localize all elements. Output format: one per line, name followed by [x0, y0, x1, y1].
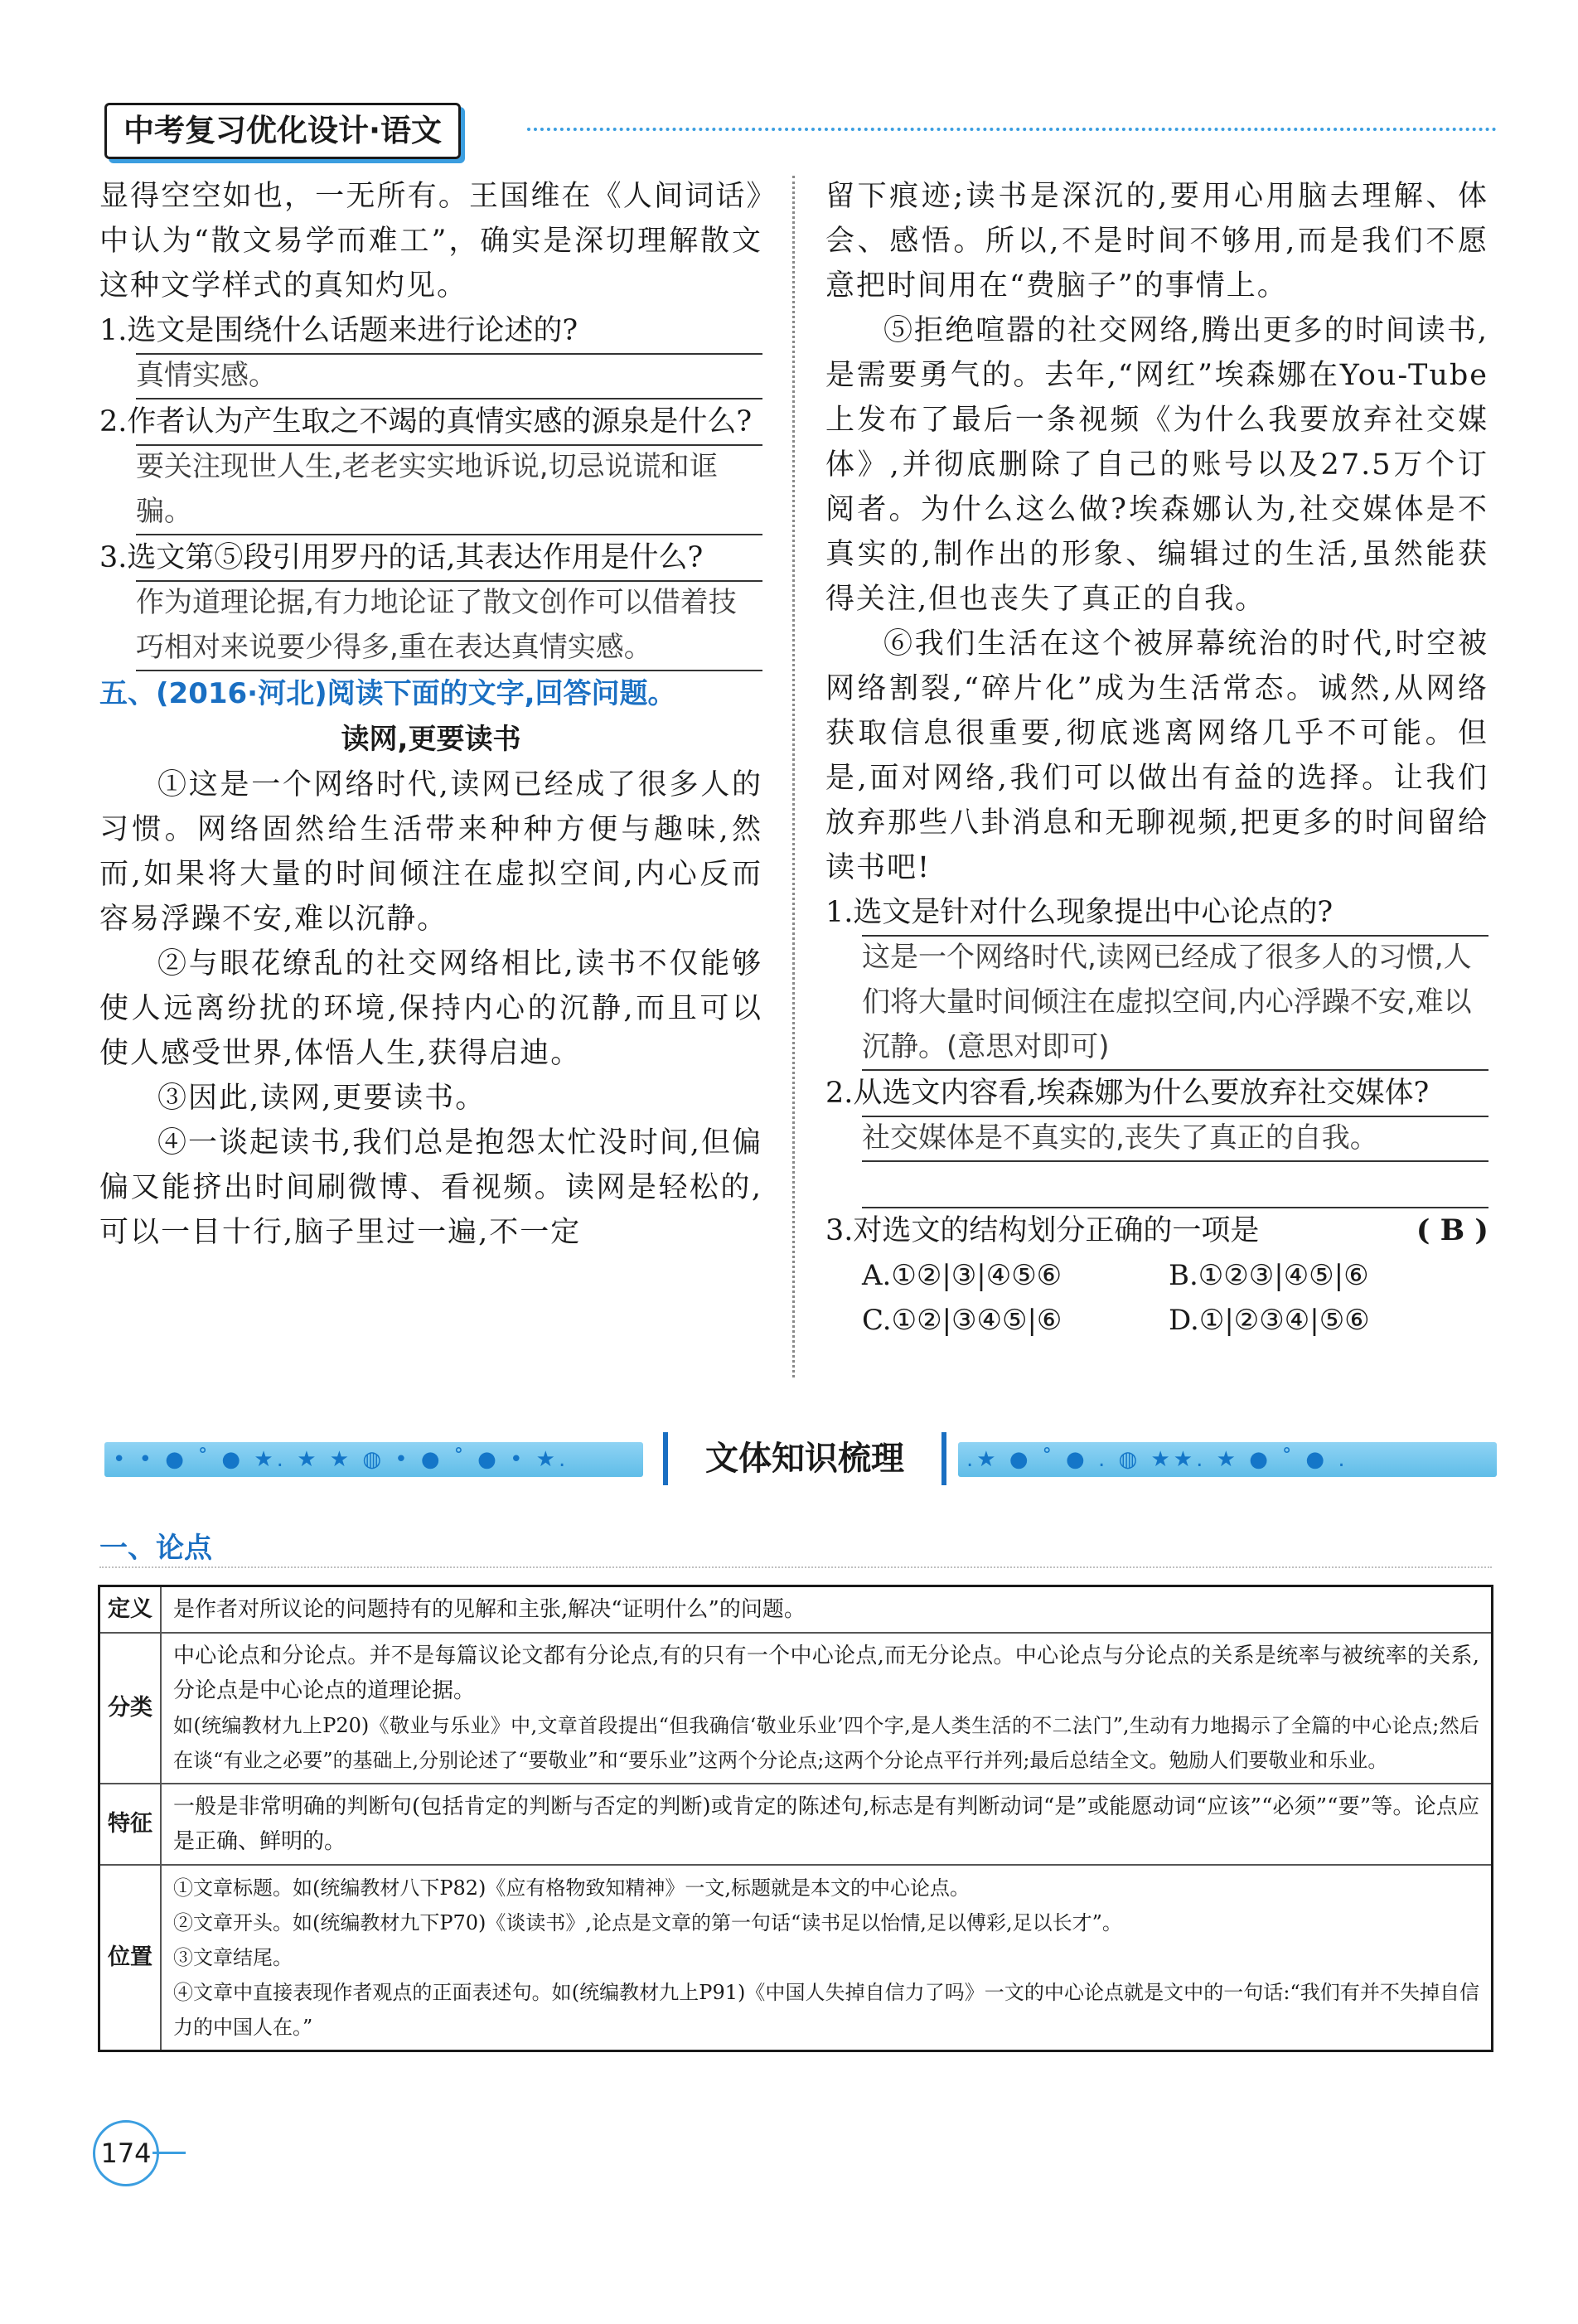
- right-q3: [825, 1208, 1488, 1253]
- features-line-1: 一般是非常明确的判断句(包括肯定的判断与否定的判断)或肯定的陈述句,标志是有判断动词“是”或能愿动词“应该”“必须”“要”等。论点应是正确、鲜明的。: [173, 1794, 1479, 1854]
- classification-line-2: 如(统编教材九上P20)《敬业与乐业》中,文章首段提出“但我确信‘敬业乐业’四个字,是人类生活的不二法门”,生动有力地揭示了全篇的中心论点;然后在谈“有业之必要”的基础上,分别论述了“要敬业”和“要乐业”这两个分论点;这两个分论点平行并列;最后总结全文。勉励人们要敬业和乐业。: [173, 1714, 1479, 1772]
- right-a1-text: 这是一个网络时代,读网已经成了很多人的习惯,人们将大量时间倾注在虚拟空间,内心浮躁不安,难以沉静。(意思对即可): [862, 935, 1488, 1071]
- header-dotted-rule: [527, 128, 1497, 131]
- row-body-position: [161, 1865, 1493, 2051]
- row-body-features: [161, 1784, 1493, 1865]
- option-a: A.①②|③|④⑤⑥: [862, 1259, 1062, 1292]
- left-a2-text: 要关注现世人生,老老实实地诉说,切忌说谎和诓骗。: [136, 444, 762, 535]
- option-b: B.①②③|④⑤|⑥: [1169, 1259, 1369, 1292]
- article-title: 读网,更要读书: [341, 723, 521, 756]
- page-number-rule: [152, 2152, 186, 2154]
- definition-line-1: 是作者对所议论的问题持有的见解和主张,解决“证明什么”的问题。: [173, 1597, 806, 1622]
- row-key-definition: 定义: [99, 1586, 162, 1634]
- left-a1-text: 真情实感。: [136, 353, 762, 399]
- answer-blank-line: [862, 1162, 1488, 1208]
- left-a3: [136, 580, 762, 671]
- option-c: C.①②|③④⑤|⑥: [862, 1304, 1062, 1337]
- paragraph-2: ②与眼花缭乱的社交网络相比,读书不仅能够使人远离纷扰的环境,保持内心的沉静,而且可以使人感受世界,体悟人生,获得启迪。: [99, 947, 762, 1070]
- section-banner: [104, 1432, 1497, 1485]
- position-line-3: ③文章结尾。: [173, 1946, 293, 1969]
- position-line-4: ④文章中直接表现作者观点的正面表述句。如(统编教材九上P91)《中国人失掉自信力了吗》一文的中心论点就是文中的一句话:“我们有并不失掉自信力的中国人在。”: [173, 1981, 1479, 2039]
- banner-right-decoration: [958, 1442, 1497, 1477]
- right-q3-text: 3.对选文的结构划分正确的一项是: [825, 1214, 1260, 1247]
- book-title: 中考复习优化设计·语文: [104, 103, 461, 159]
- table-row-classification: [99, 1633, 1493, 1784]
- table-row-position: [99, 1865, 1493, 2051]
- position-line-2: ②文章开头。如(统编教材九下P70)《谈读书》,论点是文章的第一句话“读书足以怡情,足以傅彩,足以长才”。: [173, 1911, 1122, 1934]
- paragraph-4: ④一谈起读书,我们总是抱怨太忙没时间,但偏偏又能挤出时间刷微博、看视频。读网是轻松的,可以一目十行,脑子里过一遍,不一定: [99, 1126, 762, 1249]
- left-q3: 3.选文第⑤段引用罗丹的话,其表达作用是什么?: [99, 541, 704, 574]
- right-a2-text: 社交媒体是不真实的,丧失了真正的自我。: [862, 1116, 1488, 1162]
- left-column: [99, 174, 762, 1255]
- section-lundian-rule: [99, 1566, 1492, 1568]
- table-row-features: [99, 1784, 1493, 1865]
- banner-title: 文体知识梳理: [663, 1432, 946, 1485]
- left-q1: 1.选文是围绕什么话题来进行论述的?: [99, 314, 578, 347]
- paragraph-5: ⑤拒绝喧嚣的社交网络,腾出更多的时间读书,是需要勇气的。去年,“网红”埃森娜在You-Tube上发布了最后一条视频《为什么我要放弃社交媒体》,并彻底删除了自己的账号以及27.5万个订阅者。为什么这么做?埃森娜认为,社交媒体是不真实的,制作出的形象、编辑过的生活,虽然能获得关注,但也丧失了真正的自我。: [825, 314, 1488, 616]
- row-key-position: 位置: [99, 1865, 162, 2051]
- options-row-1: [862, 1253, 1488, 1298]
- paragraph-1: ①这是一个网络时代,读网已经成了很多人的习惯。网络固然给生活带来种种方便与趣味,然而,如果将大量的时间倾注在虚拟空间,内心反而容易浮躁不安,难以沉静。: [99, 768, 762, 936]
- banner-right-stars-icon: .★ ● ˚ ● . ◍ ★★. ★ ● ˚ ● .: [966, 1447, 1348, 1472]
- position-line-1: ①文章标题。如(统编教材八下P82)《应有格物致知精神》一文,标题就是本文的中心论点。: [173, 1876, 971, 1900]
- left-a1: [136, 353, 762, 399]
- right-a1: [862, 935, 1488, 1071]
- banner-left-stars-icon: • • ● ˚ ● ★. ★ ★ ◍ • ● ˚ ● • ★.: [113, 1447, 569, 1472]
- left-q2: 2.作者认为产生取之不竭的真情实感的源泉是什么?: [99, 405, 753, 438]
- row-body-definition: [161, 1586, 1493, 1634]
- option-d: D.①|②③④|⑤⑥: [1169, 1304, 1370, 1337]
- classification-line-1: 中心论点和分论点。并不是每篇议论文都有分论点,有的只有一个中心论点,而无分论点。中心论点与分论点的关系是统率与被统率的关系,分论点是中心论点的道理论据。: [173, 1644, 1479, 1703]
- table-row-definition: [99, 1586, 1493, 1634]
- right-a2: [862, 1116, 1488, 1162]
- page-header: [104, 103, 1497, 161]
- banner-left-decoration: [104, 1442, 643, 1477]
- row-body-classification: [161, 1633, 1493, 1784]
- section-5-heading: 五、(2016·河北)阅读下面的文字,回答问题。: [99, 677, 676, 710]
- paragraph-3: ③因此,读网,更要读书。: [157, 1082, 486, 1115]
- left-a2: [136, 444, 762, 535]
- right-q3-answer: ( B ): [1416, 1213, 1488, 1247]
- right-q1: 1.选文是针对什么现象提出中心论点的?: [825, 896, 1334, 929]
- column-divider: [792, 176, 795, 1377]
- page-number: 174: [93, 2120, 159, 2186]
- right-q2: 2.从选文内容看,埃森娜为什么要放弃社交媒体?: [825, 1077, 1430, 1110]
- left-a3-text: 作为道理论据,有力地论证了散文创作可以借着技巧相对来说要少得多,重在表达真情实感。: [136, 580, 762, 671]
- argument-definition-table: [98, 1585, 1493, 2052]
- row-key-features: 特征: [99, 1784, 162, 1865]
- right-column: [825, 174, 1488, 1343]
- section-lundian-heading: 一、论点: [99, 1532, 212, 1565]
- intro-text: 显得空空如也，一无所有。王国维在《人间词话》中认为“散文易学而难工”，确实是深切理解散文这种文学样式的真知灼见。: [99, 180, 762, 303]
- paragraph-4-continued: 留下痕迹;读书是深沉的,要用心用脑去理解、体会、感悟。所以,不是时间不够用,而是我们不愿意把时间用在“费脑子”的事情上。: [825, 180, 1488, 303]
- row-key-classification: 分类: [99, 1633, 162, 1784]
- options-row-2: [862, 1298, 1488, 1343]
- paragraph-6: ⑥我们生活在这个被屏幕统治的时代,时空被网络割裂,“碎片化”成为生活常态。诚然,从网络获取信息很重要,彻底逃离网络几乎不可能。但是,面对网络,我们可以做出有益的选择。让我们放弃那些八卦消息和无聊视频,把更多的时间留给读书吧!: [825, 627, 1488, 884]
